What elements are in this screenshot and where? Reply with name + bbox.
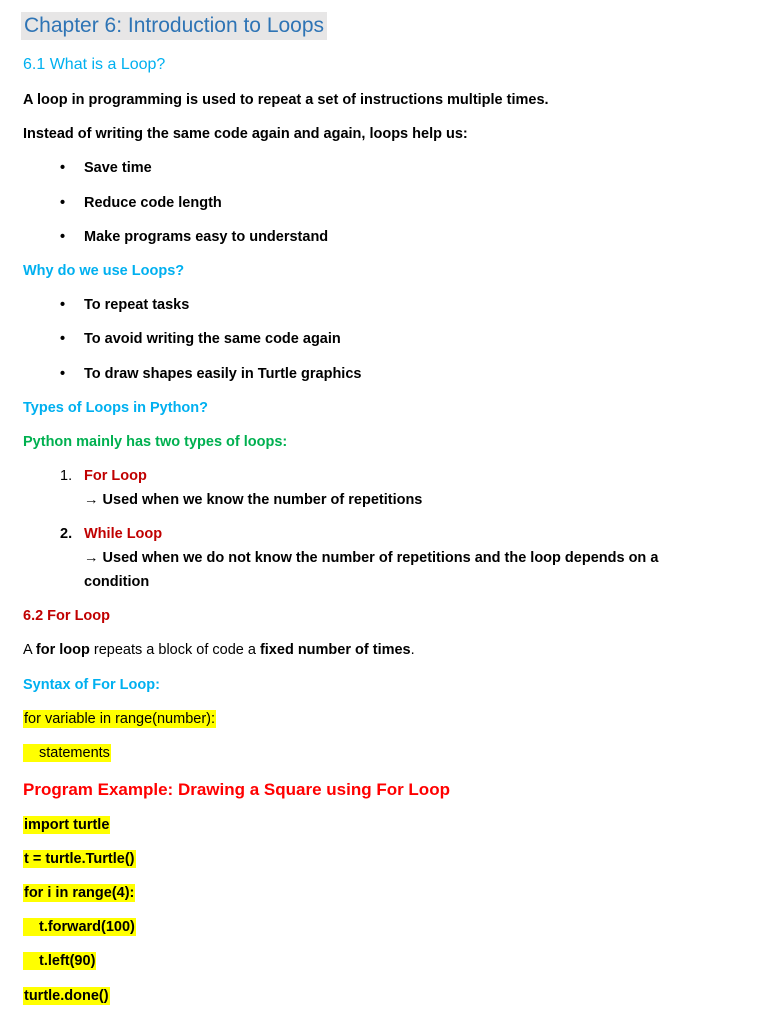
list-item: • Make programs easy to understand bbox=[60, 229, 329, 245]
code-line: t.forward(100) bbox=[23, 919, 136, 936]
numbered-item-for-loop: 1. For Loop bbox=[60, 468, 147, 484]
chapter-title: Chapter 6: Introduction to Loops bbox=[21, 12, 327, 40]
syntax-line-2: statements bbox=[23, 745, 111, 762]
list-item: • To avoid writing the same code again bbox=[60, 331, 341, 347]
bullet-icon: • bbox=[60, 297, 66, 313]
bullet-icon: • bbox=[60, 366, 66, 382]
while-loop-description: → Used when we do not know the number of repetitions and the loop depends on a bbox=[84, 550, 659, 566]
types-intro: Python mainly has two types of loops: bbox=[23, 434, 288, 450]
syntax-line-1: for variable in range(number): bbox=[24, 711, 216, 727]
types-of-loops-heading: Types of Loops in Python? bbox=[23, 400, 209, 416]
list-item: • Reduce code length bbox=[60, 195, 222, 211]
list-item: • Save time bbox=[60, 160, 152, 176]
numbered-item-while-loop: 2. While Loop bbox=[60, 526, 163, 542]
code-line: for i in range(4): bbox=[24, 885, 135, 901]
code-line: turtle.done() bbox=[24, 988, 109, 1004]
list-item: • To draw shapes easily in Turtle graphics bbox=[60, 366, 362, 382]
program-example-heading: Program Example: Drawing a Square using For Loop bbox=[23, 780, 450, 799]
bullet-icon: • bbox=[60, 160, 66, 176]
why-loops-heading: Why do we use Loops? bbox=[23, 263, 185, 279]
while-loop-description-cont: condition bbox=[84, 574, 150, 590]
bullet-icon: • bbox=[60, 195, 66, 211]
code-line: import turtle bbox=[24, 817, 110, 833]
section-6-2-heading: 6.2 For Loop bbox=[23, 608, 110, 624]
code-line: t = turtle.Turtle() bbox=[24, 851, 135, 867]
bullet-icon: • bbox=[60, 229, 66, 245]
loops-help-intro: Instead of writing the same code again and again, loops help us: bbox=[23, 126, 468, 142]
bullet-icon: • bbox=[60, 331, 66, 347]
for-loop-definition: A for loop repeats a block of code a fixed number of times. bbox=[23, 642, 415, 658]
code-line: t.left(90) bbox=[23, 953, 96, 970]
for-loop-description: → Used when we know the number of repetitions bbox=[84, 492, 423, 508]
syntax-heading: Syntax of For Loop: bbox=[23, 677, 160, 693]
section-6-1-heading: 6.1 What is a Loop? bbox=[23, 56, 166, 73]
loop-definition: A loop in programming is used to repeat a set of instructions multiple times. bbox=[23, 92, 549, 108]
list-item: • To repeat tasks bbox=[60, 297, 190, 313]
